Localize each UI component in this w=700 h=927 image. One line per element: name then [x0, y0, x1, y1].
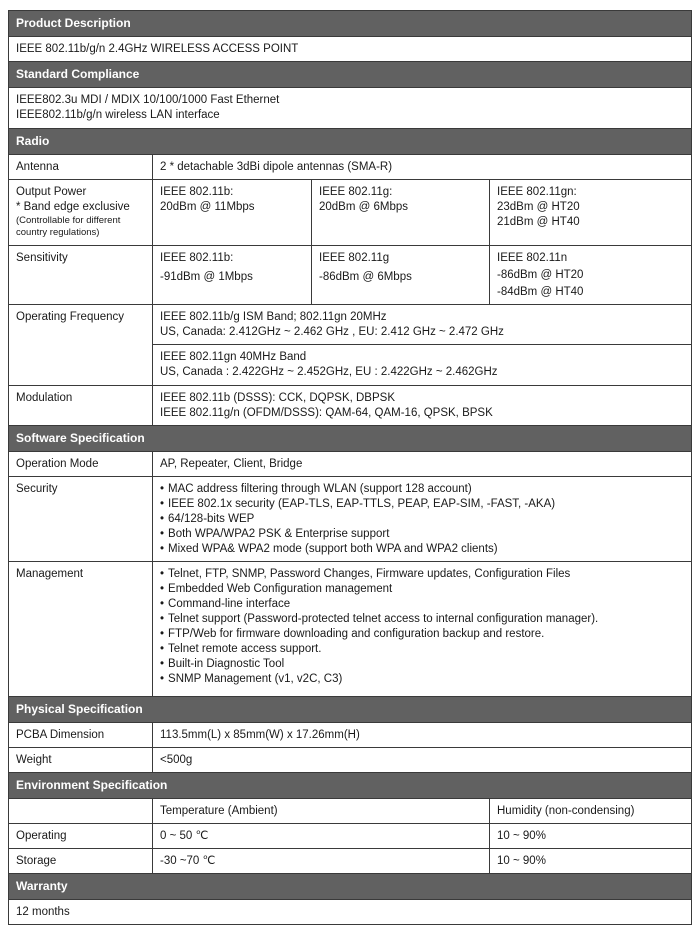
compliance-line: IEEE802.11b/g/n wireless LAN interface: [16, 109, 220, 121]
operating-frequency-20mhz: [153, 305, 692, 345]
compliance-line: IEEE802.3u MDI / MDIX 10/100/1000 Fast Ethernet: [16, 94, 280, 106]
pcba-dimension-label: PCBA Dimension: [9, 723, 153, 748]
value-line: -91dBm @ 1Mbps: [160, 271, 253, 283]
product-description-value: IEEE 802.11b/g/n 2.4GHz WIRELESS ACCESS POINT: [9, 37, 692, 62]
value-line: -86dBm @ 6Mbps: [319, 271, 412, 283]
list-item: • Command-line interface: [160, 597, 685, 612]
section-product-description: Product Description: [9, 11, 692, 37]
list-item: • IEEE 802.1x security (EAP-TLS, EAP-TTLS, PEAP, EAP-SIM, -FAST, -AKA): [160, 497, 685, 512]
security-label: Security: [9, 477, 153, 562]
antenna-label: Antenna: [9, 155, 153, 180]
value-line: IEEE 802.11b (DSSS): CCK, DQPSK, DBPSK: [160, 392, 395, 404]
operating-humidity: 10 ~ 90%: [490, 824, 692, 849]
list-item: • Telnet, FTP, SNMP, Password Changes, Firmware updates, Configuration Files: [160, 567, 685, 582]
list-item: • Telnet support (Password-protected telnet access to internal configuration manager).: [160, 612, 685, 627]
list-item: • 64/128-bits WEP: [160, 512, 685, 527]
operating-frequency-label: Operating Frequency: [9, 305, 153, 386]
antenna-value: 2 * detachable 3dBi dipole antennas (SMA-R): [153, 155, 692, 180]
output-power-11b: [153, 180, 312, 246]
modulation-label: Modulation: [9, 386, 153, 426]
section-radio: Radio: [9, 129, 692, 155]
storage-humidity: 10 ~ 90%: [490, 849, 692, 874]
operation-mode-value: AP, Repeater, Client, Bridge: [153, 452, 692, 477]
value-line: IEEE 802.11g/n (OFDM/DSSS): QAM-64, QAM-16, QPSK, BPSK: [160, 407, 493, 419]
security-list: [153, 477, 692, 562]
list-item: • Embedded Web Configuration management: [160, 582, 685, 597]
warranty-value: 12 months: [9, 900, 692, 925]
section-header-row: [9, 11, 692, 37]
section-environment-specification: Environment Specification: [9, 773, 692, 799]
output-power-11g: [312, 180, 490, 246]
section-warranty: Warranty: [9, 874, 692, 900]
value-line: US, Canada : 2.422GHz ~ 2.452GHz, EU : 2.422GHz ~ 2.462GHz: [160, 366, 498, 378]
value-line: -84dBm @ HT40: [497, 286, 584, 298]
list-item: • SNMP Management (v1, v2C, C3): [160, 672, 685, 687]
management-list: [153, 562, 692, 697]
storage-temperature: -30 ~70 ℃: [153, 849, 490, 874]
standard-compliance-value: [9, 88, 692, 129]
spec-table: [8, 10, 692, 925]
sensitivity-11b: [153, 246, 312, 305]
list-item: • Mixed WPA& WPA2 mode (support both WPA and WPA2 clients): [160, 542, 685, 557]
value-line: IEEE 802.11n: [497, 252, 568, 264]
operating-frequency-40mhz: [153, 345, 692, 386]
section-software-specification: Software Specification: [9, 426, 692, 452]
value-line: 20dBm @ 11Mbps: [160, 201, 255, 213]
list-item: • MAC address filtering through WLAN (support 128 account): [160, 482, 685, 497]
value-line: IEEE 802.11gn:: [497, 186, 577, 198]
pcba-dimension-value: 113.5mm(L) x 85mm(W) x 17.26mm(H): [153, 723, 692, 748]
humidity-column-header: Humidity (non-condensing): [490, 799, 692, 824]
output-power-11gn: [490, 180, 692, 246]
sensitivity-11g: [312, 246, 490, 305]
section-standard-compliance: Standard Compliance: [9, 62, 692, 88]
sensitivity-label: Sensitivity: [9, 246, 153, 305]
list-item: • FTP/Web for firmware downloading and configuration backup and restore.: [160, 627, 685, 642]
output-power-label: Output Power: [16, 186, 87, 198]
weight-label: Weight: [9, 748, 153, 773]
sensitivity-11n: [490, 246, 692, 305]
environment-blank-cell: [9, 799, 153, 824]
value-line: 23dBm @ HT20: [497, 201, 580, 213]
value-line: 20dBm @ 6Mbps: [319, 201, 409, 213]
value-line: IEEE 802.11b/g ISM Band; 802.11gn 20MHz: [160, 311, 387, 323]
operating-label: Operating: [9, 824, 153, 849]
value-line: -86dBm @ HT20: [497, 269, 584, 281]
management-label: Management: [9, 562, 153, 697]
value-line: 21dBm @ HT40: [497, 216, 580, 228]
value-line: US, Canada: 2.412GHz ~ 2.462 GHz , EU: 2.412 GHz ~ 2.472 GHz: [160, 326, 504, 338]
weight-value: <500g: [153, 748, 692, 773]
storage-label: Storage: [9, 849, 153, 874]
value-line: IEEE 802.11b:: [160, 186, 234, 198]
operation-mode-label: Operation Mode: [9, 452, 153, 477]
list-item: • Built-in Diagnostic Tool: [160, 657, 685, 672]
operating-temperature: 0 ~ 50 ℃: [153, 824, 490, 849]
output-power-note-small: (Controllable for different country regulations): [16, 215, 121, 238]
section-physical-specification: Physical Specification: [9, 697, 692, 723]
spec-sheet: [8, 10, 691, 925]
value-line: IEEE 802.11g: [319, 252, 390, 264]
value-line: IEEE 802.11b:: [160, 252, 234, 264]
list-item: • Both WPA/WPA2 PSK & Enterprise support: [160, 527, 685, 542]
output-power-label-cell: [9, 180, 153, 246]
temperature-column-header: Temperature (Ambient): [153, 799, 490, 824]
list-item: • Telnet remote access support.: [160, 642, 685, 657]
value-line: IEEE 802.11g:: [319, 186, 393, 198]
output-power-note: * Band edge exclusive: [16, 201, 130, 213]
modulation-value: [153, 386, 692, 426]
value-line: IEEE 802.11gn 40MHz Band: [160, 351, 307, 363]
